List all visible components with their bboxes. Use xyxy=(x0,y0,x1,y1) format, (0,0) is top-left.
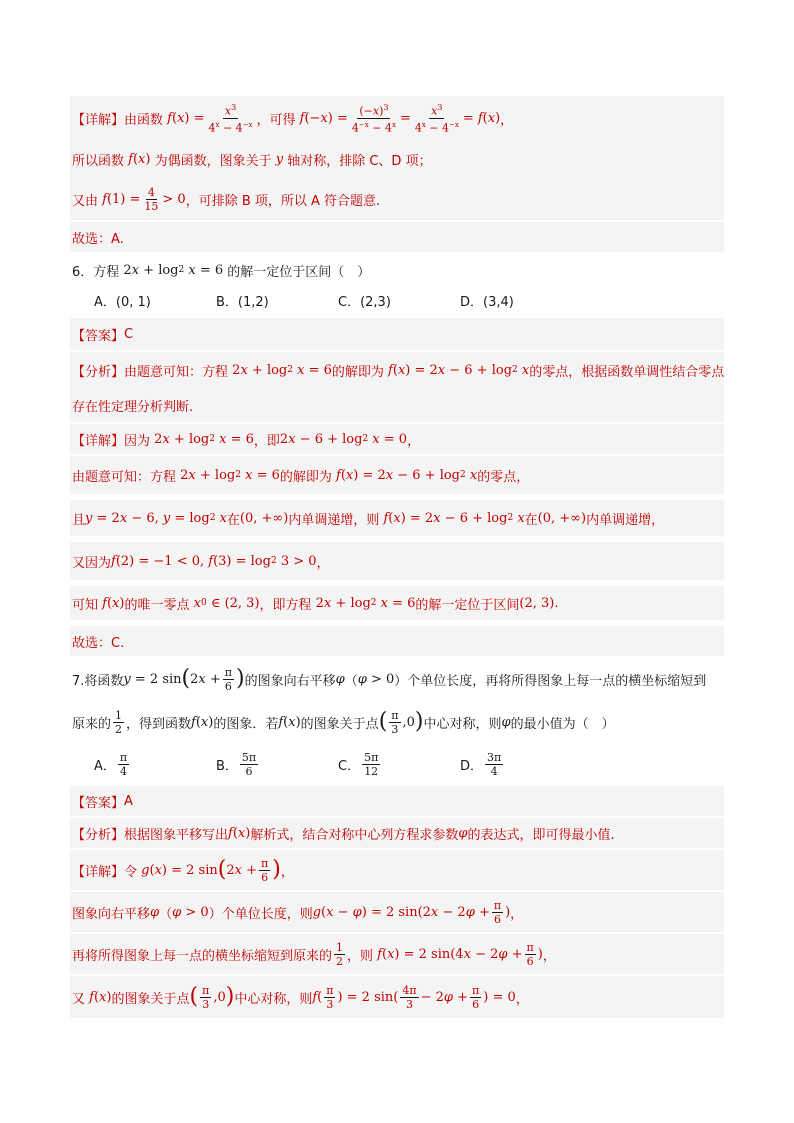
detail-text: ， xyxy=(407,433,421,449)
detail-line: 再将所得图象上每一点的横坐标缩短到原来的 $\frac{1}{2}$ ，则 f ( x ) = 2 sin(4 x − 2 φ + $\frac{\pi}{6}$ ) ， xyxy=(70,934,724,974)
analysis-text: 由题意可知：方程 xyxy=(124,364,229,380)
question-7-stem-2: 原来的 $\frac{1}{2}$ ，得到函数 f ( x ) 的图象．若 f ( x ) 的图象关于点 ( $\frac{\pi}{3}$ ,0 ) 中心对称，则 φ 的最小值为（ ） xyxy=(72,708,615,736)
answer-line xyxy=(70,786,724,816)
analysis-text: 根据图象平移写出 xyxy=(124,827,229,843)
detail-text: 在 xyxy=(524,512,538,528)
analysis-line: 【分析】 根据图象平移写出 f ( x ) 解析式，结合对称中心列方程求参数 φ 的表达式，即可得最小值. xyxy=(70,818,724,848)
detail-text: 又 xyxy=(72,991,86,1007)
answer-tag: 【答案】 xyxy=(72,795,125,811)
detail-text: 的解一定位于区间 xyxy=(415,597,520,613)
detail-text: ）个单位长度，则 xyxy=(208,906,313,922)
done-line: 故选：A. xyxy=(70,222,724,252)
detail-text: 因为 xyxy=(124,433,151,449)
detail-text: ，即 xyxy=(253,433,280,449)
detail-text: ， xyxy=(280,864,294,880)
formula: f xyxy=(163,110,172,126)
detail-text: 令 xyxy=(124,864,138,880)
option-b: B． $\frac{5\pi}{6}$ xyxy=(216,750,257,778)
detail-line: 又因为 f (2) = −1 < 0, f (3) = log 2 3 > 0 ， xyxy=(70,542,724,580)
detail-text: 内单调递增，则 xyxy=(288,512,380,528)
stem-text: 6．方程 xyxy=(72,264,120,280)
detail-line: 由题意可知：方程 2 x + log 2 x = 6 的解即为 f ( x ) = 2 x − 6 + log 2 x 的零点， xyxy=(70,456,724,494)
detail-text: ， xyxy=(500,112,514,128)
stem-text: 的图象关于点 xyxy=(300,716,379,732)
detail-text: ，则 xyxy=(347,948,374,964)
detail-text: 又因为 xyxy=(72,555,112,571)
detail-tag: 【详解】 xyxy=(72,864,125,880)
stem-text: 7.将函数 xyxy=(72,673,124,689)
detail-text: 由函数 xyxy=(124,112,164,128)
stem-text: （ xyxy=(344,673,358,689)
detail-text: 的图象关于点 xyxy=(111,991,190,1007)
detail-line-3: 又由 f (1) = $\frac{4}{15}$ > 0 ，可排除 B 项，所以 A 符合题意. xyxy=(70,178,724,220)
option-d: D．(3,4) xyxy=(460,294,514,310)
detail-text: ， xyxy=(515,991,529,1007)
analysis-line-1: 【分析】 由题意可知：方程 2 x + log 2 x = 6 的解即为 f ( x ) = 2 x − 6 + log 2 x 的零点，根据函数单调性结合零点 xyxy=(70,352,724,388)
detail-text: 且 xyxy=(72,512,86,528)
stem-text: 原来的 xyxy=(72,716,112,732)
detail-text: 在 xyxy=(226,512,240,528)
detail-text: 可知 xyxy=(72,597,99,613)
detail-tag: 【详解】 xyxy=(72,112,125,128)
detail-text: 再将所得图象上每一点的横坐标缩短到原来的 xyxy=(72,948,333,964)
detail-line-2: 所以函数 f ( x ) 为偶函数，图象关于 y 轴对称，排除 C、D 项； xyxy=(70,140,724,178)
stem-text: 中心对称，则 xyxy=(423,716,502,732)
option-a: A． $\frac{\pi}{4}$ xyxy=(94,750,128,778)
analysis-text: 解析式，结合对称中心列方程求参数 xyxy=(250,827,459,843)
stem-text: 的图象．若 xyxy=(213,716,279,732)
option-d: D． $\frac{3\pi}{4}$ xyxy=(460,750,502,778)
detail-text: 图象向右平移 xyxy=(72,906,151,922)
detail-text: ， xyxy=(542,948,556,964)
detail-text: 由题意可知：方程 xyxy=(72,469,177,485)
detail-text: 内单调递增， xyxy=(586,512,665,528)
detail-text: ， xyxy=(510,906,524,922)
stem-text: 的解一定位于区间（ ） xyxy=(227,264,371,280)
question-6-options xyxy=(70,286,724,314)
detail-text: 的唯一零点 xyxy=(124,597,190,613)
question-7-options xyxy=(70,744,724,784)
detail-text: 中心对称，则 xyxy=(234,991,313,1007)
answer-line xyxy=(70,318,724,350)
analysis-text: 的表达式，即可得最小值. xyxy=(467,827,615,843)
analysis-tag: 【分析】 xyxy=(72,364,125,380)
detail-text: 的解即为 xyxy=(279,469,332,485)
detail-line: 【详解】 令 g ( x ) = 2 sin ( 2 x + $\frac{\pi}{6}$ ) ， xyxy=(70,850,724,890)
option-c: C． $\frac{5\pi}{12}$ xyxy=(338,750,379,778)
analysis-text: 的解即为 xyxy=(331,364,384,380)
question-7-stem-1: 7.将函数 y = 2 sin ( 2 x + $\frac{\pi}{6}$ ) 的图象向右平移 φ （ φ > 0 ）个单位长度，再将所得图象上每一点的横坐标缩短到 xyxy=(72,665,707,693)
stem-text: ，得到函数 xyxy=(126,716,192,732)
detail-line: 且 y = 2 x − 6, y = log 2 x 在 (0, +∞) 内单调递增，则 f ( x ) = 2 x − 6 + log 2 x 在 (0, +∞) 内单调递增， xyxy=(70,500,724,536)
done-line: 故选：C. xyxy=(70,626,724,656)
detail-text: ，可得 xyxy=(256,112,296,128)
question-6-stem: 6．方程 2 x + log 2 x = 6 的解一定位于区间（ ） xyxy=(72,262,371,280)
option-b: B．(1,2) xyxy=(216,294,269,310)
detail-text: . xyxy=(554,595,559,611)
detail-line-1: 【详解】 由函数 f ( x ) = $\frac{x^3}{4^x - 4^{-x}}$ ，可得 f (− x ) = $\frac{(-x)^3}{4^{-x} - 4^x}$ = $\frac{x^3}{4^x - 4^{-x}}$ = f ( x ) ， xyxy=(70,96,724,140)
analysis-line-2: 存在性定理分析判断. xyxy=(70,388,724,422)
detail-line: 可知 f ( x ) 的唯一零点 x 0 ∈ (2, 3) ，即方程 2 x + log 2 x = 6 的解一定位于区间 (2, 3) . xyxy=(70,586,724,620)
detail-text: ，即方程 xyxy=(259,597,312,613)
stem-text: ）个单位长度，再将所得图象上每一点的横坐标缩短到 xyxy=(394,673,707,689)
detail-tag: 【详解】 xyxy=(72,433,125,449)
detail-line: 图象向右平移 φ （ φ > 0 ）个单位长度，则 g ( x − φ ) = 2 sin(2 x − 2 φ + $\frac{\pi}{6}$ ) ， xyxy=(70,892,724,932)
detail-line: 又 f ( x ) 的图象关于点 ( $\frac{\pi}{3}$ ,0 ) 中心对称，则 f ( $\frac{\pi}{3}$ ) = 2 sin( $\frac{4\pi}{3}$ − 2 φ + $\frac{\pi}{6}$ ) = 0 ， xyxy=(70,976,724,1018)
option-a: A．(0, 1) xyxy=(94,294,151,310)
answer-value: C xyxy=(124,326,134,342)
detail-text: 的零点， xyxy=(477,469,530,485)
stem-text: 的图象向右平移 xyxy=(244,673,336,689)
answer-tag: 【答案】 xyxy=(72,328,125,344)
stem-text: 的最小值为（ ） xyxy=(510,716,615,732)
detail-line: 【详解】 因为 2 x + log 2 x = 6 ，即 2 x − 6 + log 2 x = 0 ， xyxy=(70,424,724,454)
fraction: $\frac{x^3}{4^x - 4^{-x}}$ xyxy=(208,103,253,135)
detail-text: （ xyxy=(159,906,173,922)
analysis-text: 的零点，根据函数单调性结合零点 xyxy=(529,364,725,380)
analysis-tag: 【分析】 xyxy=(72,827,125,843)
option-c: C．(2,3) xyxy=(338,294,391,310)
answer-value: A xyxy=(124,793,133,809)
detail-text: ， xyxy=(316,555,330,571)
